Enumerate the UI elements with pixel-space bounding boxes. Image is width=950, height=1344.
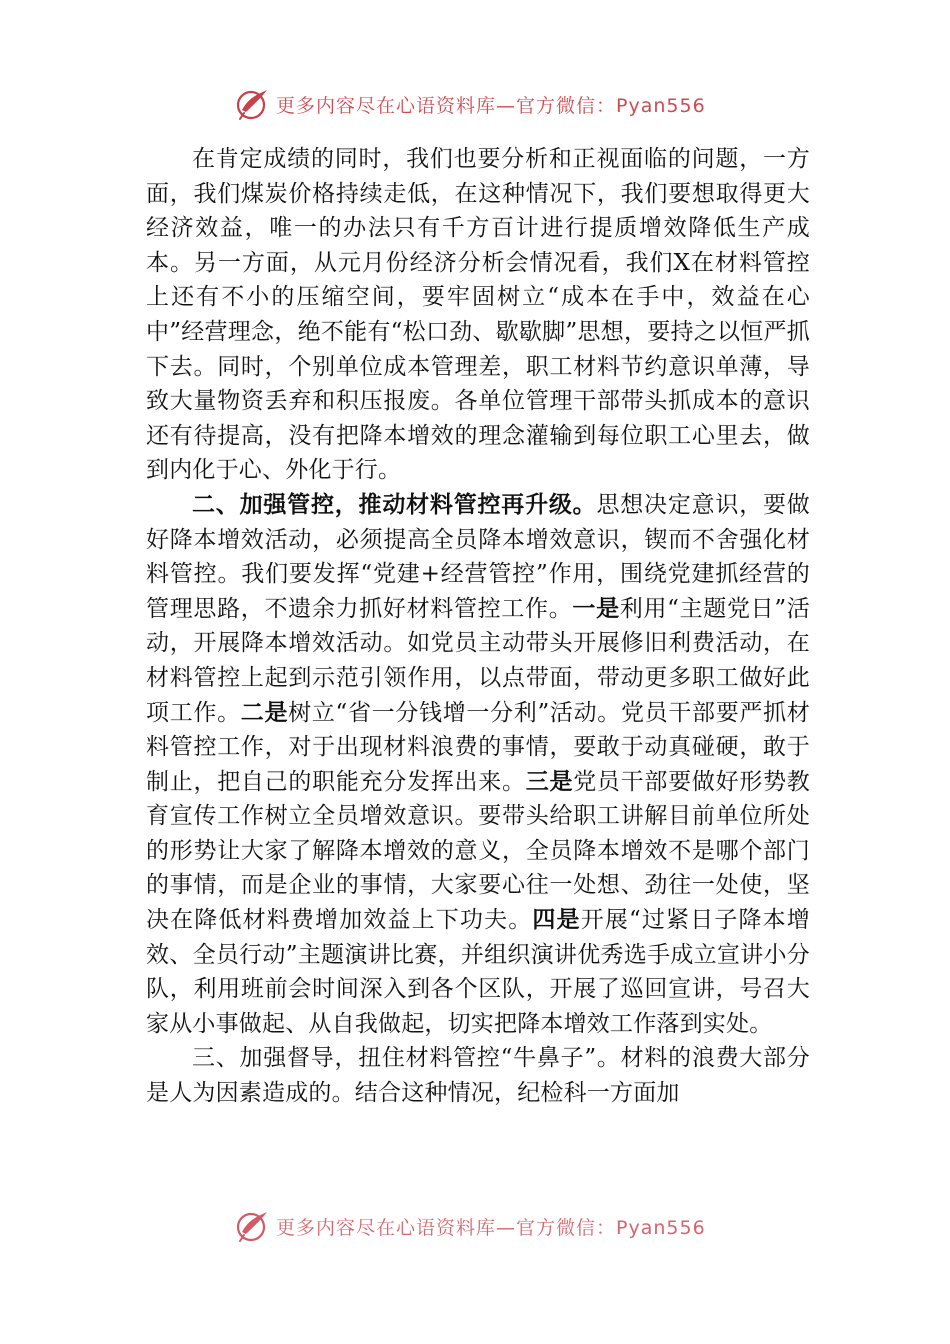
paragraph-problems xyxy=(146,142,810,488)
paragraph-text: 思想决定意识，要做好降本增效活动，必须提高全员降本增效意识，锲而不舍强化材料管控。我们要发挥“党建+经营管控”作用，围绕党建抓经营的管理思路，不遗余力抓好材料管控工作。 xyxy=(146,491,810,622)
paragraph-text: 开展“过紧日子降本增效、全员行动”主题演讲比赛，并组织演讲优秀选手成立宣讲小分队，利用班前会时间深入到各个区队，开展了巡回宣讲，号召大家从小事做起、从自我做起，切实把降本增效工作落到实处。 xyxy=(146,907,811,1037)
point-marker-four: 四是 xyxy=(532,906,581,934)
paragraph-text: 党员干部要做好形势教育宣传工作树立全员增效意识。要带头给职工讲解目前单位所处的形势让大家了解降本增效的意义，全员降本增效不是哪个部门的事情，而是企业的事情，大家要心往一处想、劲往一处使，坚决在降低材料费增加效益上下功夫。 xyxy=(146,768,811,934)
paragraph-section-two xyxy=(146,488,810,1042)
point-marker-two: 二是 xyxy=(240,698,289,726)
quill-logo-icon xyxy=(234,1208,270,1244)
quill-logo-icon xyxy=(234,86,270,122)
paragraph-text: 利用“主题党日”活动，开展降本增效活动。如党员主动带头开展修旧利费活动，在材料管控上起到示范引领作用，以点带面，带动更多职工做好此项工作。 xyxy=(146,595,810,726)
watermark-footer xyxy=(234,1206,754,1246)
document-body xyxy=(146,142,810,1111)
point-marker-three: 三是 xyxy=(525,767,574,795)
paragraph-section-three xyxy=(146,1041,810,1110)
paragraph-text: 树立“省一分钱增一分利”活动。党员干部要严抓材料管控工作，对于出现材料浪费的事情，要敢于动真碰硬，敢于制止，把自己的职能充分发挥出来。 xyxy=(146,699,811,795)
watermark-text: 更多内容尽在心语资料库—官方微信：Pyan556 xyxy=(276,94,706,117)
watermark-header xyxy=(234,84,754,124)
watermark-text: 更多内容尽在心语资料库—官方微信：Pyan556 xyxy=(276,1216,706,1239)
paragraph-text: 在肯定成绩的同时，我们也要分析和正视面临的问题，一方面，我们煤炭价格持续走低，在这种情况下，我们要想取得更大经济效益，唯一的办法只有千方百计进行提质增效降低生产成本。另一方面，从元月份经济分析会情况看，我们X在材料管控上还有不小的压缩空间，要牢固树立“成本在手中，效益在心中”经营理念，绝不能有“松口劲、歇歇脚”思想，要持之以恒严抓下去。同时，个别单位成本管理差，职工材料节约意识单薄，导致大量物资丢弃和积压报废。各单位管理干部带头抓成本的意识还有待提高，没有把降本增效的理念灌输到每位职工心里去，做到内化于心、外化于行。 xyxy=(146,146,810,484)
section-heading: 二、加强管控，推动材料管控再升级。 xyxy=(192,490,597,518)
point-marker-one: 一是 xyxy=(572,594,620,622)
paragraph-text: 三、加强督导，扭住材料管控“牛鼻子”。材料的浪费大部分是人为因素造成的。结合这种情况，纪检科一方面加 xyxy=(146,1045,810,1107)
